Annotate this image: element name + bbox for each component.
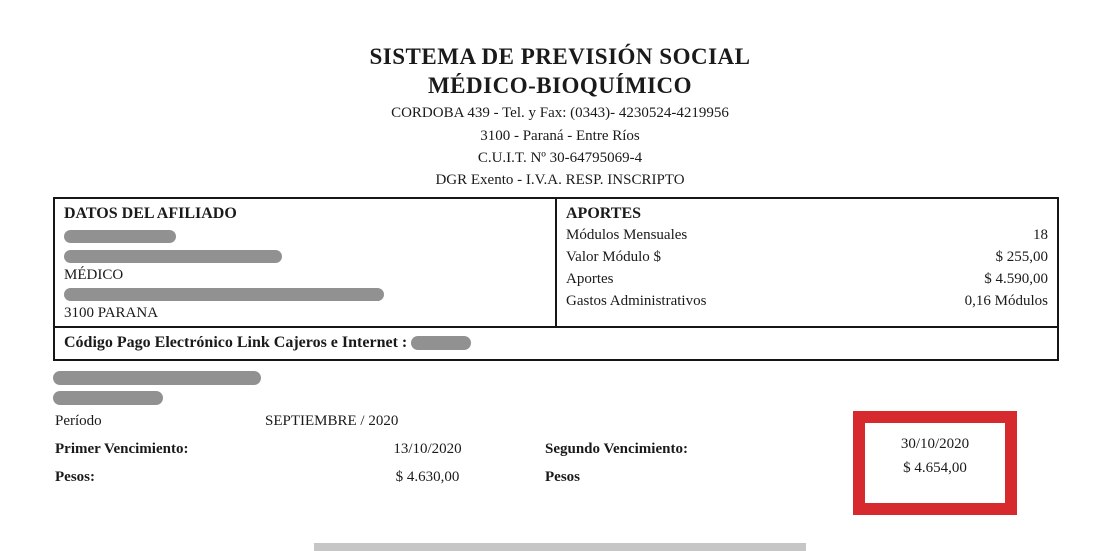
header-city-line: 3100 - Paraná - Entre Ríos — [480, 128, 640, 144]
aportes-cell — [557, 199, 1057, 326]
afiliado-profession: MÉDICO — [64, 267, 124, 283]
redacted-line-2 — [53, 391, 163, 405]
aportes-value: $ 4.590,00 — [984, 271, 1048, 287]
aportes-label: Valor Módulo $ — [566, 249, 661, 265]
segundo-pesos-amount: $ 4.654,00 — [903, 460, 967, 476]
segundo-vencimiento-label: Segundo Vencimiento: — [545, 441, 688, 457]
afiliado-section-title: DATOS DEL AFILIADO — [64, 205, 237, 222]
datos-del-afiliado-cell — [55, 199, 557, 326]
aportes-label: Aportes — [566, 271, 614, 287]
codigo-pago-row — [55, 326, 1057, 357]
redacted-member-id — [64, 230, 176, 243]
aportes-value: $ 255,00 — [995, 249, 1048, 265]
aportes-label: Gastos Administrativos — [566, 293, 707, 309]
horizontal-scrollbar-thumb[interactable] — [314, 543, 806, 551]
document-title-line1: SISTEMA DE PREVISIÓN SOCIAL — [369, 44, 751, 69]
document-title-line2: MÉDICO-BIOQUÍMICO — [427, 73, 693, 98]
primer-pesos-label: Pesos: — [55, 469, 95, 485]
aportes-row-modulos-mensuales — [566, 224, 1048, 246]
primer-vencimiento-label: Primer Vencimiento: — [55, 441, 189, 457]
aportes-row-valor-modulo — [566, 246, 1048, 268]
aportes-row-gastos-administrativos — [566, 290, 1048, 312]
periodo-value: SEPTIEMBRE / 2020 — [265, 413, 399, 429]
aportes-label: Módulos Mensuales — [566, 227, 688, 243]
affiliate-aportes-table — [53, 197, 1059, 361]
redacted-payment-code — [411, 336, 471, 350]
primer-vencimiento-date: 13/10/2020 — [393, 441, 462, 457]
red-highlight-box — [853, 411, 1017, 515]
aportes-value: 0,16 Módulos — [964, 293, 1048, 309]
primer-pesos-amount: $ 4.630,00 — [395, 469, 460, 485]
aportes-section-title: APORTES — [566, 205, 642, 222]
header-tax-status-line: DGR Exento - I.V.A. RESP. INSCRIPTO — [435, 172, 685, 188]
segundo-vencimiento-date: 30/10/2020 — [900, 436, 970, 452]
afiliado-city: 3100 PARANA — [64, 305, 159, 321]
segundo-pesos-label: Pesos — [545, 469, 580, 485]
header-cuit-line: C.U.I.T. Nº 30-64795069-4 — [477, 150, 643, 166]
redacted-line-1 — [53, 371, 261, 385]
aportes-row-aportes — [566, 268, 1048, 290]
redacted-member-name — [64, 250, 282, 263]
header-address-line: CORDOBA 439 - Tel. y Fax: (0343)- 4230524-4219956 — [391, 105, 729, 121]
periodo-label: Período — [55, 413, 102, 429]
table-main-row — [55, 199, 1057, 326]
codigo-pago-label: Código Pago Electrónico Link Cajeros e Internet : — [64, 333, 408, 351]
aportes-value: 18 — [1033, 227, 1048, 243]
redacted-member-address — [64, 288, 384, 301]
